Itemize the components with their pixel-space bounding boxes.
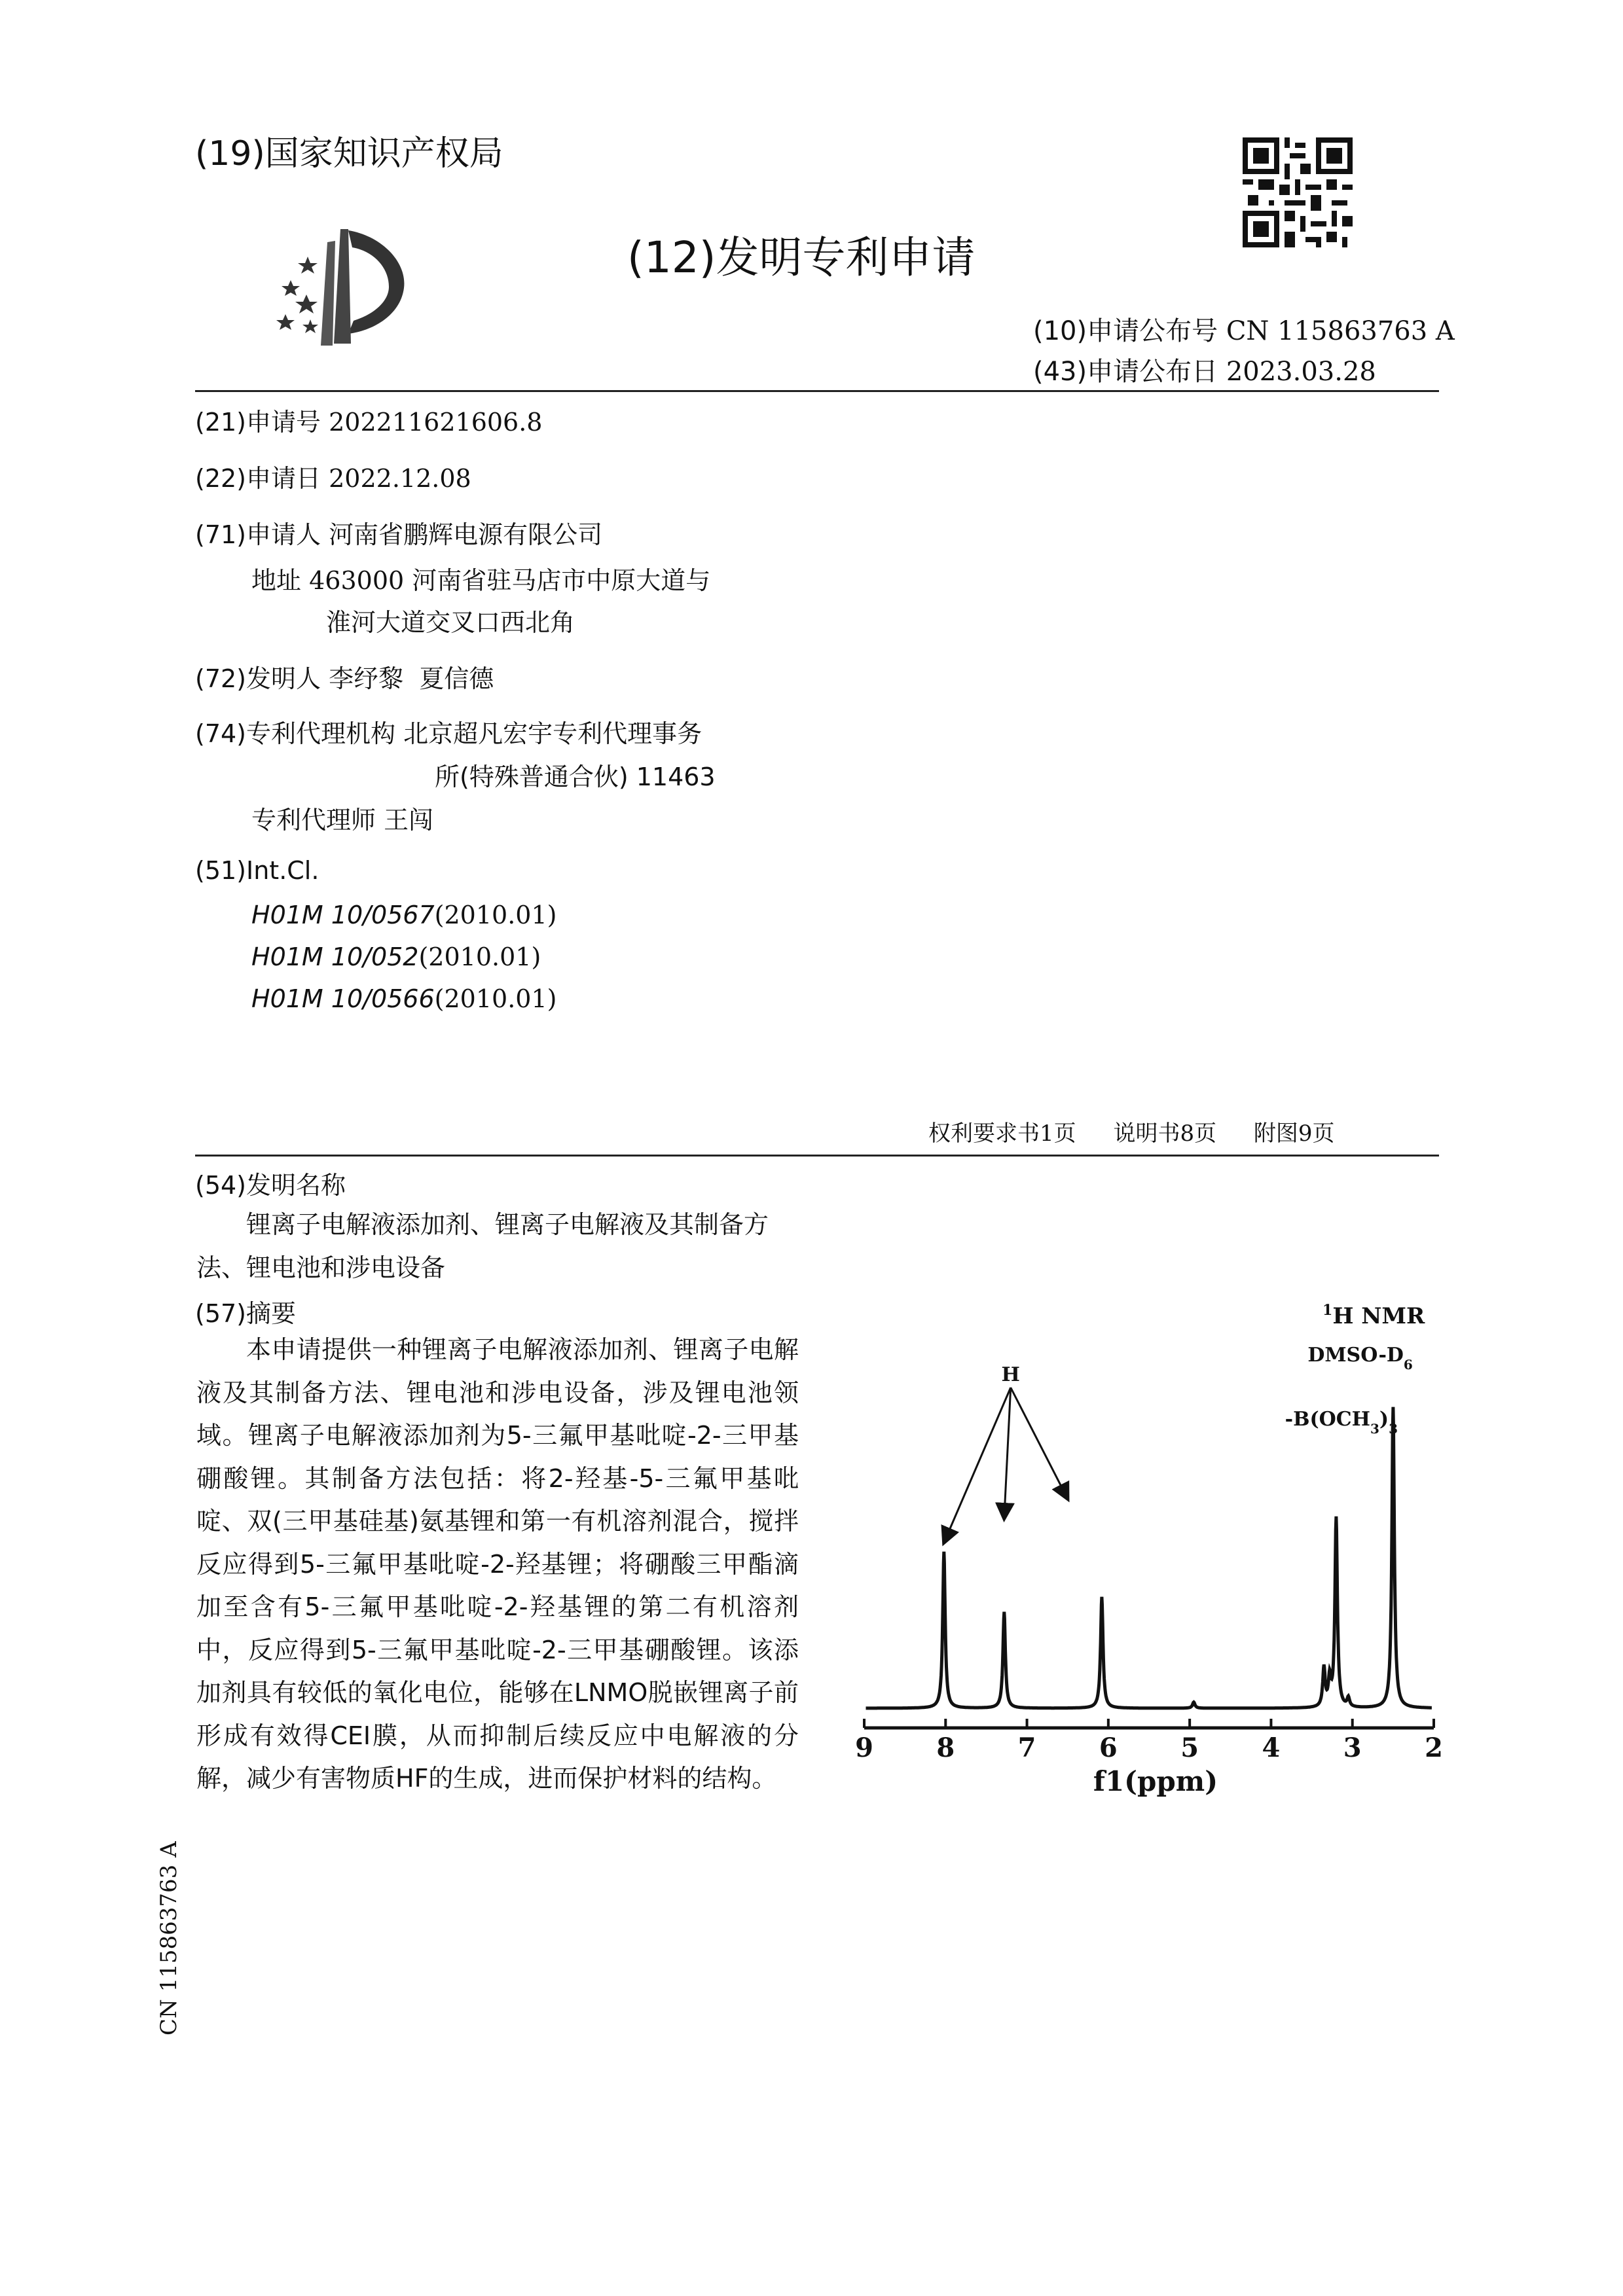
ipc-code: H01M 10/0566 — [251, 984, 435, 1013]
ipc-code: H01M 10/052 — [251, 942, 419, 971]
annotation-arrow — [944, 1388, 1011, 1543]
nmr-spectrum-chart — [845, 1283, 1447, 1839]
address-line-2: 淮河大道交叉口西北角 — [326, 608, 575, 637]
page-counts — [928, 1115, 1365, 1147]
address-line-1: 463000 河南省驻马店市中原大道与 — [309, 566, 711, 595]
applicant-label: (71)申请人 — [195, 520, 321, 549]
applicant-row — [195, 514, 602, 550]
agent-name: 王闯 — [384, 806, 434, 834]
abstract-text: 本申请提供一种锂离子电解液添加剂、锂离子电解液及其制备方法、锂电池和涉电设备，涉及锂电池领域。锂离子电解液添加剂为5-三氟甲基吡啶-2-三甲基硼酸锂。其制备方法包括：将2-羟基-5-三氟甲基吡啶、双(三甲基硅基)氨基锂和第一有机溶剂混合，搅拌反应得到5-三氟甲基吡啶-2-羟基锂；将硼酸三甲酯滴加至含有5-三氟甲基吡啶-2-羟基锂的第二有机溶剂中，反应得到5-三氟甲基吡啶-2-三甲基硼酸锂。该添加剂具有较低的氧化电位，能够在LNMO脱嵌锂离子前形成有效得CEI膜，从而抑制后续反应中电解液的分解，减少有害物质HF的生成，进而保护材料的结构。 — [196, 1335, 799, 1793]
chart-title — [1322, 1302, 1425, 1329]
side-publication-number: CN 115863763 A — [156, 1841, 182, 2036]
agency-row — [195, 713, 702, 749]
publication-number-row — [1033, 310, 1455, 348]
x-tick-label: 3 — [1343, 1732, 1362, 1763]
ipc-version: (2010.01) — [418, 942, 541, 971]
application-date-row — [195, 458, 471, 494]
description-pages: 说明书8页 — [1113, 1121, 1217, 1147]
annotation-h-label: H — [1001, 1363, 1020, 1386]
chart-title-main: H NMR — [1332, 1303, 1425, 1329]
x-tick-label: 4 — [1262, 1732, 1281, 1763]
ipc-item — [251, 942, 541, 971]
publication-date: 2023.03.28 — [1226, 357, 1376, 387]
address-row — [251, 560, 710, 596]
application-number: 202211621606.8 — [329, 408, 543, 437]
ipc-item — [251, 901, 556, 929]
agent-row — [251, 800, 433, 836]
document-type: (12)发明专利申请 — [627, 232, 976, 283]
inventor-row — [195, 658, 494, 694]
annotation-dmso-label: DMSO-$D_6$ — [1307, 1344, 1413, 1372]
chart-title-superscript: 1 — [1322, 1302, 1333, 1319]
annotation-arrow — [1011, 1388, 1068, 1499]
spectrum-line — [866, 1407, 1432, 1708]
agency-line-2: 所(特殊普通合伙) 11463 — [435, 762, 716, 791]
inventor-names: 李纾黎 夏信德 — [329, 664, 494, 693]
publication-number-label: (10)申请公布号 — [1033, 316, 1218, 346]
section-divider — [195, 1155, 1439, 1157]
application-date-label: (22)申请日 — [195, 464, 321, 493]
invention-title: 锂离子电解液添加剂、锂离子电解液及其制备方法、锂电池和涉电设备 — [196, 1210, 769, 1282]
applicant-name: 河南省鹏辉电源有限公司 — [329, 520, 603, 549]
header-divider — [195, 390, 1439, 392]
abstract-label: (57)摘要 — [195, 1299, 297, 1328]
int-cl-label: (51)Int.Cl. — [195, 856, 319, 885]
ipc-version: (2010.01) — [434, 984, 557, 1013]
address-label: 地址 — [251, 566, 302, 595]
application-number-row — [195, 402, 543, 438]
x-tick-label: 6 — [1099, 1732, 1118, 1763]
x-tick-label: 2 — [1425, 1732, 1443, 1763]
invention-title-label: (54)发明名称 — [195, 1171, 346, 1200]
agency-name: 北京超凡宏宇专利代理事务 — [403, 719, 702, 748]
ipc-code: H01M 10/0567 — [251, 901, 435, 929]
annotation-borate-label: $-B(OCH_3)_3$ — [1285, 1408, 1398, 1437]
x-tick-label: 7 — [1017, 1732, 1036, 1763]
ipc-version: (2010.01) — [434, 901, 557, 929]
ipc-item — [251, 984, 556, 1013]
drawing-pages: 附图9页 — [1253, 1121, 1335, 1147]
agent-label: 专利代理师 — [251, 806, 376, 834]
agency-label: (74)专利代理机构 — [195, 719, 396, 748]
x-axis-label: f1(ppm) — [1093, 1765, 1218, 1797]
inventor-label: (72)发明人 — [195, 664, 321, 693]
qr-code-icon — [1243, 137, 1353, 247]
annotation-arrow — [1004, 1388, 1011, 1518]
publication-number: CN 115863763 A — [1226, 316, 1455, 346]
application-date: 2022.12.08 — [329, 464, 471, 493]
cnipa-logo-icon — [270, 223, 422, 347]
x-tick-label: 9 — [855, 1732, 873, 1763]
office-name: (19)国家知识产权局 — [195, 134, 503, 173]
claims-pages: 权利要求书1页 — [928, 1121, 1076, 1147]
publication-date-label: (43)申请公布日 — [1033, 357, 1218, 387]
x-tick-label: 5 — [1180, 1732, 1199, 1763]
publication-date-row — [1033, 351, 1376, 388]
application-number-label: (21)申请号 — [195, 408, 321, 437]
x-tick-label: 8 — [936, 1732, 955, 1763]
